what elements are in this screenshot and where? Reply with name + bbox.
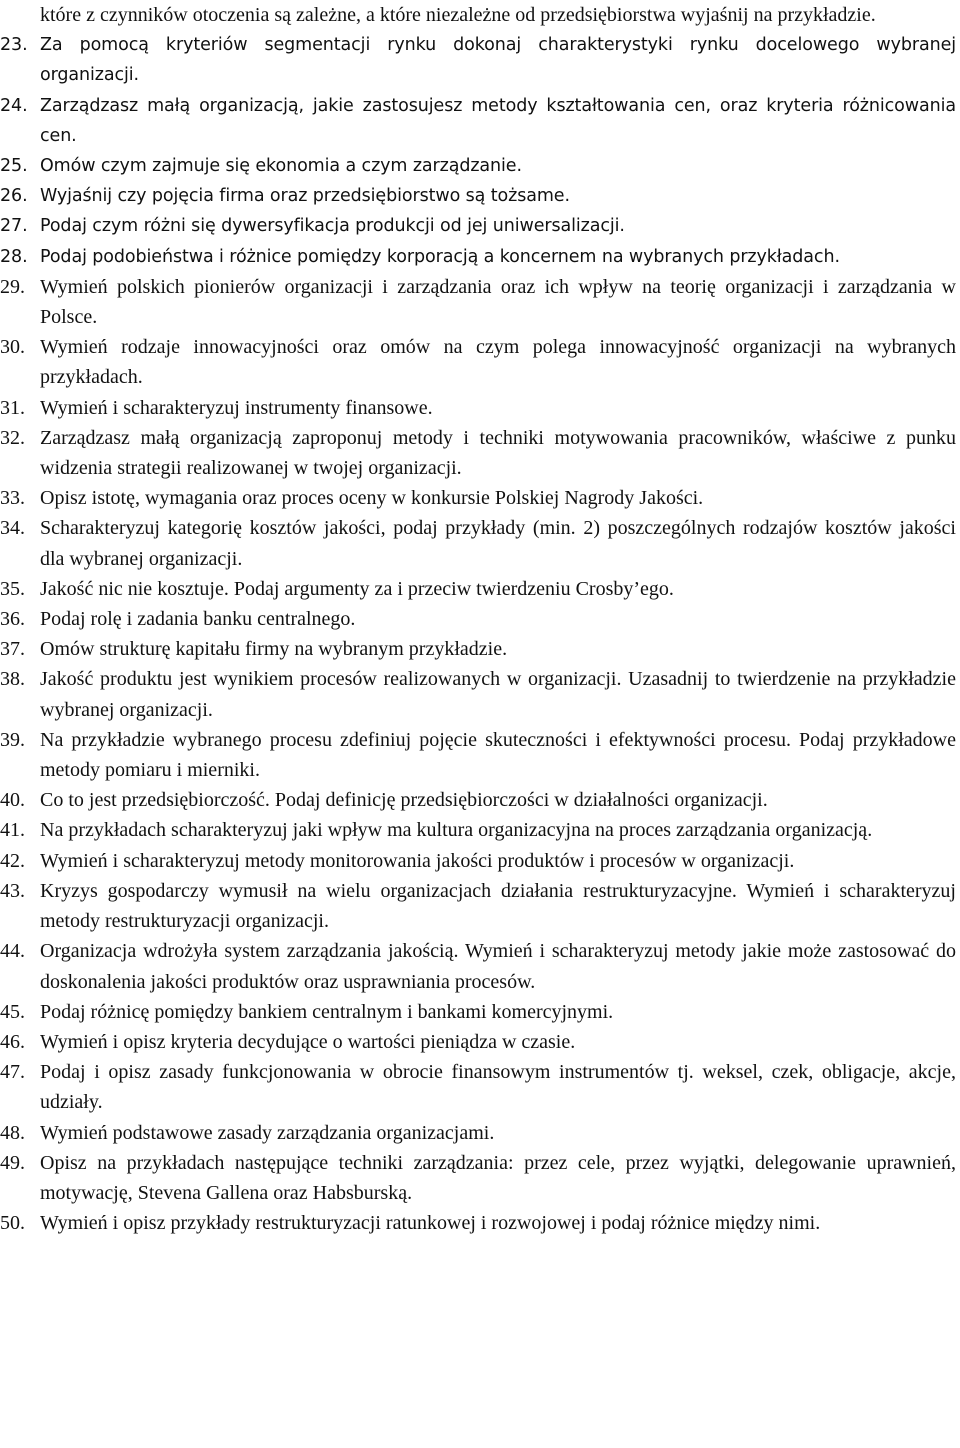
list-item bbox=[0, 876, 960, 936]
list-item-number: 36. bbox=[0, 608, 25, 631]
list-item-number: 24. bbox=[0, 95, 28, 116]
list-item-text: Podaj podobieństwa i różnice pomiędzy korporacją a koncernem na wybranych przykładach. bbox=[40, 246, 840, 267]
list-item bbox=[0, 997, 960, 1027]
list-item-number: 28. bbox=[0, 246, 28, 267]
list-item bbox=[0, 91, 960, 151]
list-item-number: 30. bbox=[0, 336, 25, 359]
list-item-text: Za pomocą kryteriów segmentacji rynku dokonaj charakterystyki rynku docelowego wybranej organizacji. bbox=[40, 35, 956, 86]
list-item bbox=[0, 785, 960, 815]
list-item-number: 35. bbox=[0, 577, 25, 600]
list-item-number: 25. bbox=[0, 156, 28, 177]
list-item-text: Scharakteryzuj kategorię kosztów jakości, podaj przykłady (min. 2) poszczególnych rodzajów kosztów jakości dla wybranej organizacji. bbox=[40, 517, 956, 570]
list-item-continuation bbox=[0, 0, 960, 30]
list-item-number: 45. bbox=[0, 1000, 25, 1023]
list-item bbox=[0, 1148, 960, 1208]
list-item bbox=[0, 664, 960, 724]
list-item bbox=[0, 332, 960, 392]
list-item-number: 43. bbox=[0, 879, 25, 902]
list-item-text: Wymień i scharakteryzuj instrumenty finansowe. bbox=[40, 396, 433, 419]
list-item bbox=[0, 30, 960, 90]
list-item bbox=[0, 513, 960, 573]
list-item bbox=[0, 634, 960, 664]
list-item bbox=[0, 393, 960, 423]
list-item bbox=[0, 574, 960, 604]
list-item-text: Wymień i opisz kryteria decydujące o wartości pieniądza w czasie. bbox=[40, 1030, 576, 1053]
list-item bbox=[0, 604, 960, 634]
list-item bbox=[0, 846, 960, 876]
list-item-text: Na przykładzie wybranego procesu zdefiniuj pojęcie skuteczności i efektywności procesu. Podaj przykładowe metody pomiaru i mierniki. bbox=[40, 728, 956, 782]
list-item-number: 34. bbox=[0, 517, 25, 540]
list-item-number: 42. bbox=[0, 849, 25, 872]
list-item-number: 23. bbox=[0, 35, 28, 56]
list-item bbox=[0, 272, 960, 332]
list-item bbox=[0, 1118, 960, 1148]
list-item-number: 29. bbox=[0, 275, 25, 298]
list-item bbox=[0, 211, 960, 241]
list-item bbox=[0, 151, 960, 181]
list-item-text: Zarządzasz małą organizacją zaproponuj metody i techniki motywowania pracowników, właściwe z punku widzenia strategii realizowanej w twojej organizacji. bbox=[40, 426, 956, 480]
list-item-number: 48. bbox=[0, 1121, 25, 1144]
list-item-number: 26. bbox=[0, 186, 28, 207]
list-item-text: Organizacja wdrożyła system zarządzania jakością. Wymień i scharakteryzuj metody jakie może zastosować do doskonalenia jakości produktów oraz usprawniania procesów. bbox=[40, 940, 956, 993]
list-item bbox=[0, 1027, 960, 1057]
list-item-number: 32. bbox=[0, 426, 25, 449]
list-item-text: Podaj i opisz zasady funkcjonowania w obrocie finansowym instrumentów tj. weksel, czek, obligacje, akcje, udziały. bbox=[40, 1061, 956, 1114]
list-item-number: 50. bbox=[0, 1212, 25, 1235]
list-item-number: 39. bbox=[0, 728, 25, 751]
list-item-text: Opisz istotę, wymagania oraz proces oceny w konkursie Polskiej Nagrody Jakości. bbox=[40, 487, 704, 510]
list-item-number: 41. bbox=[0, 819, 25, 842]
list-item-text: Kryzys gospodarczy wymusił na wielu organizacjach działania restrukturyzacyjne. Wymień i scharakteryzuj metody restrukturyzacji organizacji. bbox=[40, 879, 956, 933]
list-item-text: Podaj rolę i zadania banku centralnego. bbox=[40, 608, 356, 631]
list-item-text: Jakość produktu jest wynikiem procesów realizowanych w organizacji. Uzasadnij to twierdzenie na przykładzie wybranej organizacji. bbox=[40, 668, 956, 721]
list-item-text: Jakość nic nie kosztuje. Podaj argumenty za i przeciw twierdzeniu Crosby’ego. bbox=[40, 577, 674, 600]
list-item-number: 47. bbox=[0, 1061, 25, 1084]
list-item bbox=[0, 1057, 960, 1117]
list-item bbox=[0, 725, 960, 785]
list-item-text: Co to jest przedsiębiorczość. Podaj definicję przedsiębiorczości w działalności organizacji. bbox=[40, 789, 768, 812]
list-item-number: 38. bbox=[0, 668, 25, 691]
list-item bbox=[0, 483, 960, 513]
list-item-text: Wymień i opisz przykłady restrukturyzacji ratunkowej i rozwojowej i podaj różnice między nimi. bbox=[40, 1212, 821, 1235]
list-item bbox=[0, 423, 960, 483]
list-item-text: Wymień i scharakteryzuj metody monitorowania jakości produktów i procesów w organizacji. bbox=[40, 849, 795, 872]
list-item-text: Omów strukturę kapitału firmy na wybranym przykładzie. bbox=[40, 638, 508, 661]
list-item-text: które z czynników otoczenia są zależne, a które niezależne od przedsiębiorstwa wyjaśnij na przykładzie. bbox=[40, 4, 876, 26]
list-item-text: Wyjaśnij czy pojęcia firma oraz przedsiębiorstwo są tożsame. bbox=[40, 186, 570, 207]
list-item-number: 49. bbox=[0, 1151, 25, 1174]
list-item bbox=[0, 242, 960, 272]
list-item-text: Opisz na przykładach następujące techniki zarządzania: przez cele, przez wyjątki, delegowanie uprawnień, motywację, Stevena Gallena oraz Habsburską. bbox=[40, 1151, 956, 1204]
list-item-number: 46. bbox=[0, 1030, 25, 1053]
list-item-number: 40. bbox=[0, 789, 25, 812]
list-item-number: 37. bbox=[0, 638, 25, 661]
list-item-number: 27. bbox=[0, 216, 28, 237]
list-item bbox=[0, 1208, 960, 1238]
list-item-text: Wymień podstawowe zasady zarządzania organizacjami. bbox=[40, 1121, 495, 1144]
list-item-text: Omów czym zajmuje się ekonomia a czym zarządzanie. bbox=[40, 156, 522, 177]
list-item-number: 44. bbox=[0, 940, 25, 963]
list-item-text: Podaj różnicę pomiędzy bankiem centralnym i bankami komercyjnymi. bbox=[40, 1000, 614, 1023]
list-item bbox=[0, 936, 960, 996]
list-item-text: Wymień polskich pionierów organizacji i zarządzania oraz ich wpływ na teorię organizacji i zarządzania w Polsce. bbox=[40, 275, 956, 329]
list-item-text: Wymień rodzaje innowacyjności oraz omów na czym polega innowacyjność organizacji na wybranych przykładach. bbox=[40, 336, 956, 389]
list-item bbox=[0, 815, 960, 845]
list-item-text: Na przykładach scharakteryzuj jaki wpływ ma kultura organizacyjna na proces zarządzania organizacją. bbox=[40, 819, 873, 842]
list-item-text: Zarządzasz małą organizacją, jakie zastosujesz metody kształtowania cen, oraz kryteria różnicowania cen. bbox=[40, 95, 956, 146]
list-item-text: Podaj czym różni się dywersyfikacja produkcji od jej uniwersalizacji. bbox=[40, 216, 625, 237]
list-item bbox=[0, 181, 960, 211]
list-item-number: 31. bbox=[0, 396, 25, 419]
list-item-number: 33. bbox=[0, 487, 25, 510]
